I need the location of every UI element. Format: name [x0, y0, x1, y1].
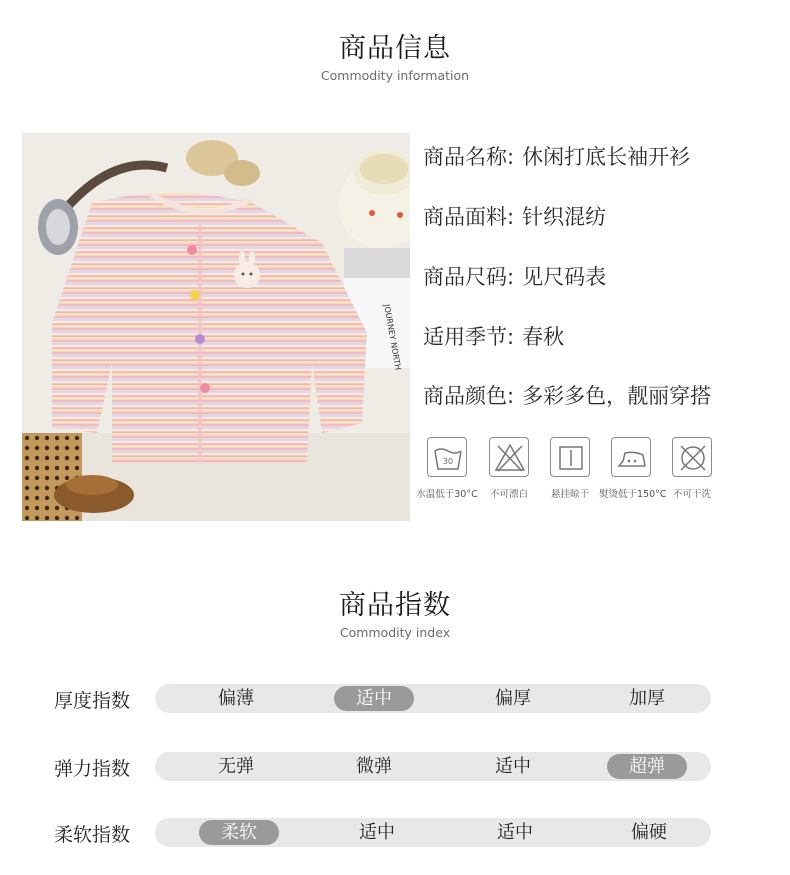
care-label: 水温低于30°C [416, 489, 478, 500]
book-text: JOURNEY NORTH [382, 303, 403, 371]
info-label: 商品尺码: [423, 265, 515, 289]
index-option: 适中 [359, 822, 395, 843]
care-hang [538, 437, 602, 500]
info-row-season [423, 321, 564, 351]
info-value: 春秋 [522, 325, 565, 349]
care-wash [415, 437, 479, 500]
info-row-fabric [423, 201, 606, 231]
index-option: 微弹 [356, 756, 392, 777]
no-bleach-icon [489, 437, 529, 477]
info-row-color [423, 380, 711, 410]
info-row-name [423, 141, 690, 171]
index-option: 适中 [495, 756, 531, 777]
no-dry-clean-icon [672, 437, 712, 477]
softness-index-label: 柔软指数 [54, 824, 131, 846]
elasticity-index-label: 弹力指数 [54, 758, 131, 780]
info-label: 商品名称: [423, 145, 515, 169]
info-label: 适用季节: [423, 325, 515, 349]
index-section-subtitle: Commodity index [339, 625, 451, 640]
care-label: 悬挂晾干 [550, 489, 589, 500]
index-option: 偏厚 [495, 688, 531, 709]
index-option: 适中 [497, 822, 533, 843]
svg-text:30: 30 [442, 457, 454, 466]
iron-low-icon [611, 437, 651, 477]
index-option-selected: 超弹 [607, 754, 687, 779]
index-option-selected: 适中 [334, 686, 414, 711]
thickness-index-label: 厚度指数 [54, 690, 131, 712]
care-iron [599, 437, 667, 500]
hang-dry-icon [550, 437, 590, 477]
info-value: 见尺码表 [522, 265, 607, 289]
info-value: 休闲打底长袖开衫 [522, 145, 691, 169]
care-label: 不可漂白 [489, 489, 528, 500]
index-option: 偏薄 [218, 688, 254, 709]
info-label: 商品面料: [423, 205, 515, 229]
care-bleach [477, 437, 541, 500]
thickness-index-track [155, 684, 711, 713]
product-photo [22, 133, 410, 521]
care-label: 不可干洗 [672, 489, 711, 500]
care-label: 熨烫低于150°C [599, 489, 667, 500]
info-section-title: 商品信息 [339, 33, 451, 64]
index-option-selected: 柔软 [199, 820, 279, 845]
index-option: 无弹 [218, 756, 254, 777]
index-option: 加厚 [629, 688, 665, 709]
info-value: 针织混纺 [522, 205, 607, 229]
elasticity-index-track [155, 752, 711, 781]
care-dryclean [660, 437, 724, 500]
info-value: 多彩多色，靓丽穿搭 [522, 384, 712, 408]
info-label: 商品颜色: [423, 384, 515, 408]
index-section-title: 商品指数 [339, 590, 451, 621]
wash-30-icon [427, 437, 467, 477]
index-option: 偏硬 [631, 822, 667, 843]
softness-index-track [155, 818, 711, 847]
info-section-subtitle: Commodity information [320, 68, 470, 83]
info-row-size [423, 261, 606, 291]
